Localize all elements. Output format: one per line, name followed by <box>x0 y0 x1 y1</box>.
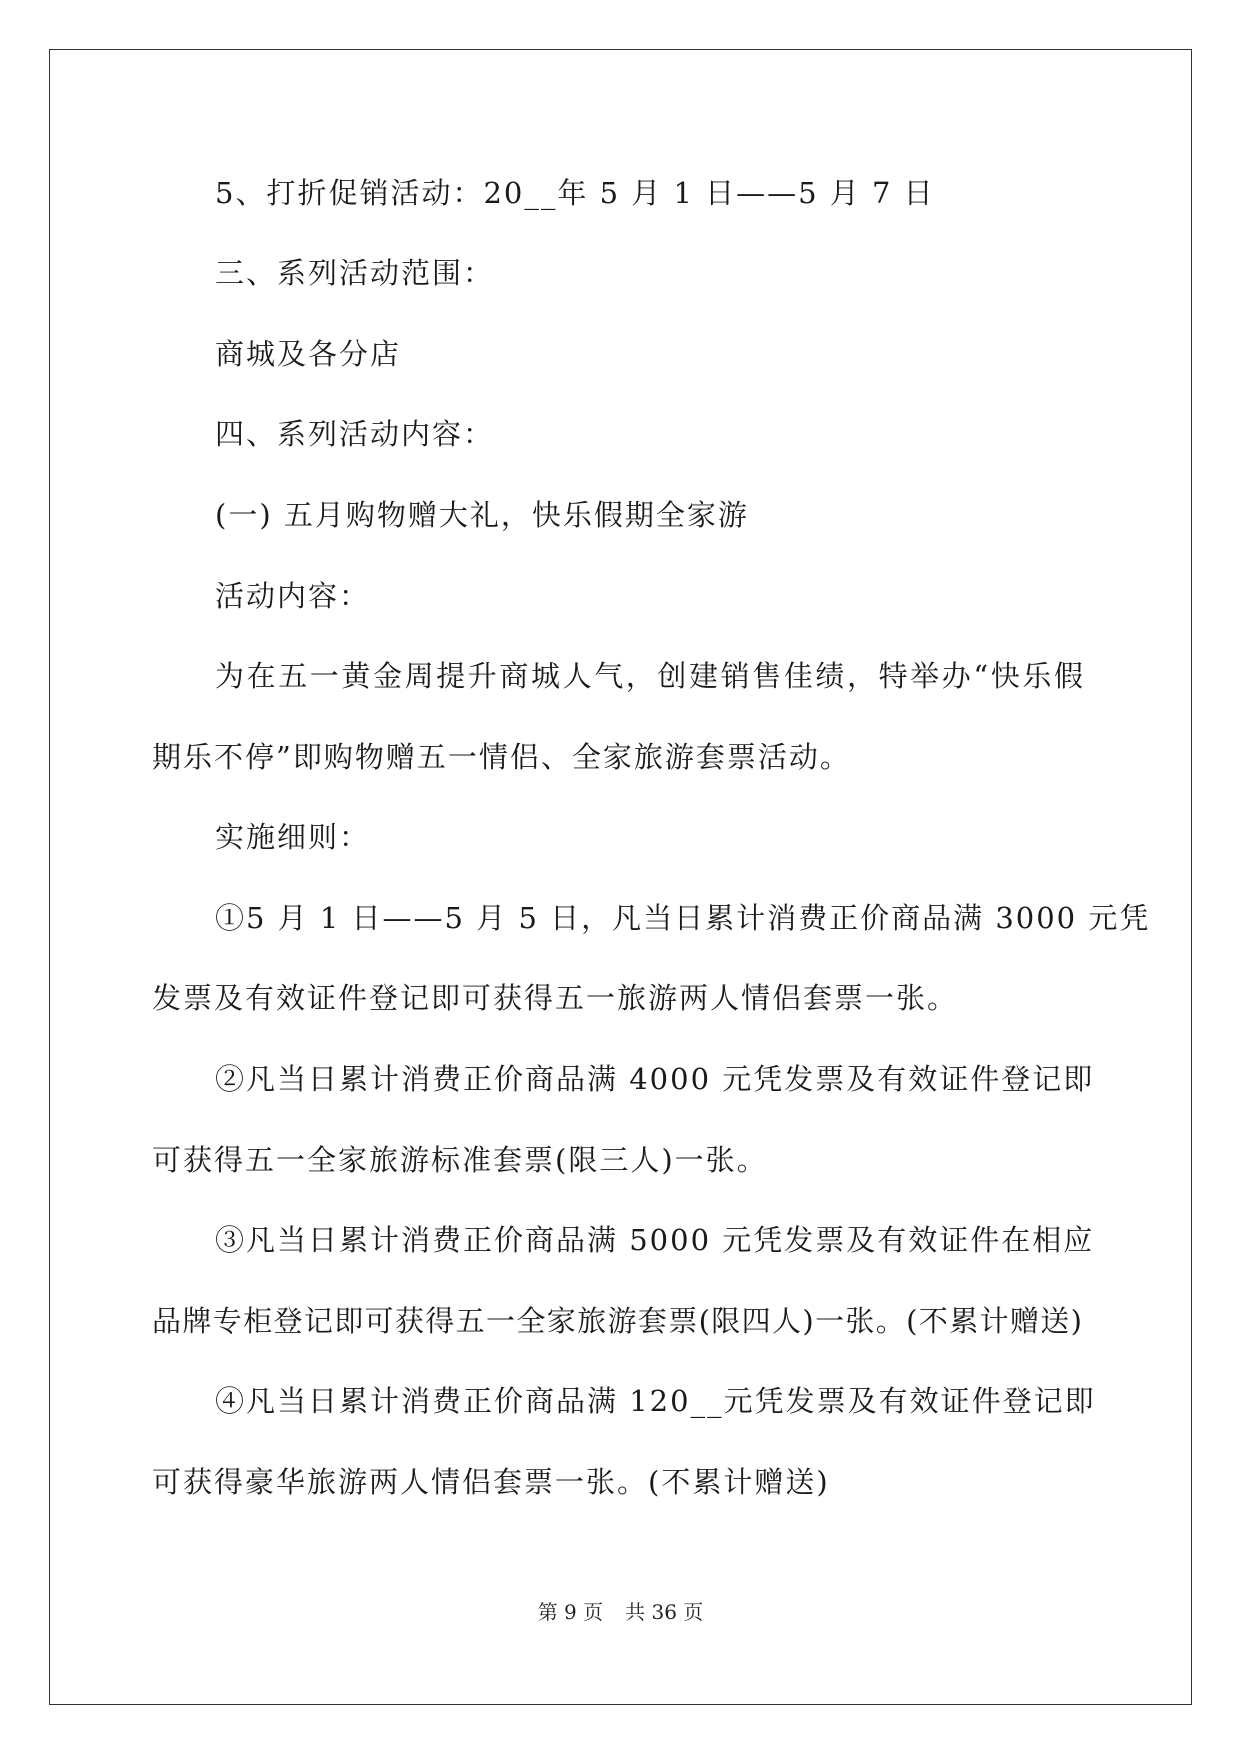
rule-4-line-2: 可获得豪华旅游两人情侣套票一张。(不累计赠送) <box>152 1465 830 1499</box>
page-number: 第 9 页 <box>537 1600 604 1624</box>
label-activity-content: 活动内容： <box>215 579 371 613</box>
rule-2-line-2: 可获得五一全家旅游标准套票(限三人)一张。 <box>152 1143 768 1177</box>
text-line-discount-promotion: 5、打折促销活动：20__年 5 月 1 日——5 月 7 日 <box>215 176 935 210</box>
page-footer <box>0 1600 1241 1624</box>
rule-4-line-1: ④凡当日累计消费正价商品满 120__元凭发票及有效证件登记即 <box>215 1384 1096 1418</box>
heading-activity-content: 四、系列活动内容： <box>215 417 495 451</box>
rule-2-line-1: ②凡当日累计消费正价商品满 4000 元凭发票及有效证件登记即 <box>215 1062 1095 1096</box>
heading-activity-scope: 三、系列活动范围： <box>215 256 495 290</box>
rule-1-line-1: ①5 月 1 日——5 月 5 日，凡当日累计消费正价商品满 3000 元凭 <box>215 901 1151 935</box>
text-line-scope-stores: 商城及各分店 <box>215 337 402 371</box>
rule-1-line-2: 发票及有效证件登记即可获得五一旅游两人情侣套票一张。 <box>152 981 959 1015</box>
subheading-may-shopping-gift: (一) 五月购物赠大礼，快乐假期全家游 <box>215 498 749 532</box>
paragraph-line-intro-1: 为在五一黄金周提升商城人气，创建销售佳绩，特举办“快乐假 <box>215 659 1085 693</box>
rule-3-line-2: 品牌专柜登记即可获得五一全家旅游套票(限四人)一张。(不累计赠送) <box>152 1304 1082 1338</box>
rule-3-line-1: ③凡当日累计消费正价商品满 5000 元凭发票及有效证件在相应 <box>215 1223 1095 1257</box>
total-pages: 共 36 页 <box>625 1600 704 1624</box>
label-implementation-rules: 实施细则： <box>215 820 371 854</box>
paragraph-line-intro-2: 期乐不停”即购物赠五一情侣、全家旅游套票活动。 <box>152 740 851 774</box>
page-border <box>49 49 1192 1705</box>
